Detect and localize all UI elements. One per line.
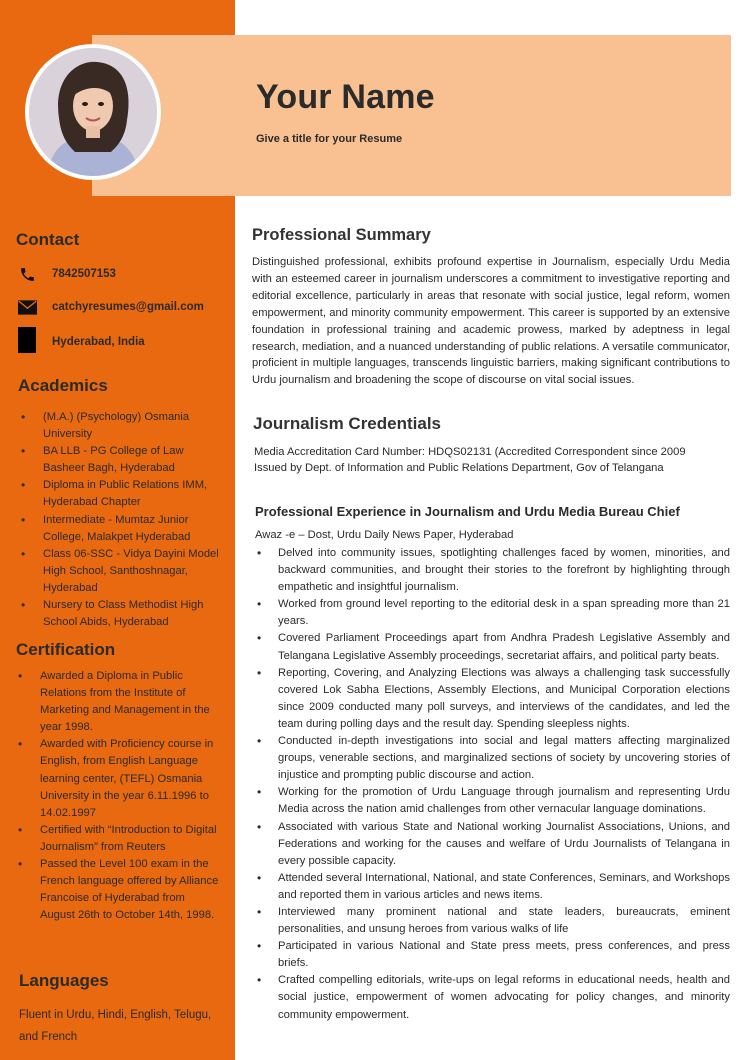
profile-photo: [25, 44, 161, 180]
contact-location: [16, 329, 145, 351]
summary-text: Distinguished professional, exhibits profound expertise in Journalism, especially Urdu Media with an esteemed career in journalism underscores a commitment to investigative reporting and editorial excellence, particularly in areas that resonate with social justice, legal reform, women empowerment, and minority community empowerment. This career is supported by an extensive foundation in professional training and academic prowess, marked by adeptness in legal research, mediation, and a nuanced understanding of public relations. A versatile communicator, proficient in multiple languages, transcends linguistic barriers, making significant contributions to Urdu journalism and broadening the scope of discourse on vital social issues.: [252, 256, 730, 387]
list-item: • Awarded a Diploma in Public Relations from the Institute of Marketing and Management in the year 1998.: [16, 668, 220, 736]
phone-number: 7842507153: [52, 268, 116, 280]
contact-phone: [16, 263, 116, 285]
list-item: • Interviewed many prominent national and state leaders, bureaucrats, eminent personalities, and unsung heroes from various walks of life: [255, 904, 730, 938]
location-icon: [16, 329, 38, 351]
list-item: • Intermediate - Mumtaz Junior College, Malakpet Hyderabad: [19, 512, 219, 546]
resume-name: Your Name: [256, 78, 435, 116]
list-item: • Conducted in-depth investigations into social and legal matters affecting marginalized groups, venerable sections, and marginalized sections of society by uncovering stories of injustice and prompting public discourse and action.: [255, 733, 730, 784]
list-item: • (M.A.) (Psychology) Osmania University: [19, 409, 219, 443]
list-item: • Passed the Level 100 exam in the French language offered by Alliance Francoise of Hyderabad from August 26th to October 14th, 1998.: [16, 856, 220, 924]
list-item: • Reporting, Covering, and Analyzing Elections was always a challenging task successfully covered Lok Sabha Elections, Assembly Elections, and Municipal Corporation elections since 2009 conducted many poll surveys, and interviews of the candidates, and led the team during polling days and the result day. Spending sleepless nights.: [255, 665, 730, 733]
phone-icon: [16, 263, 38, 285]
list-item: • Covered Parliament Proceedings apart from Andhra Pradesh Legislative Assembly and Telangana Legislative Assembly proceedings, secretariat affairs, and political party beats.: [255, 630, 730, 664]
credentials-heading: Journalism Credentials: [253, 414, 442, 433]
contact-heading: Contact: [16, 230, 80, 249]
contact-email: [16, 296, 204, 318]
resume-subtitle: Give a title for your Resume: [256, 133, 403, 145]
certification-heading: Certification: [16, 640, 116, 659]
academics-heading: Academics: [18, 376, 108, 395]
email-address[interactable]: catchyresumes@gmail.com: [52, 301, 204, 313]
avatar: [29, 48, 157, 176]
credentials-line: Issued by Dept. of Information and Public Relations Department, Gov of Telangana: [254, 461, 664, 474]
experience-subheading: Awaz -e – Dost, Urdu Daily News Paper, Hyderabad: [255, 529, 514, 541]
list-item: • Attended several International, National, and state Conferences, Seminars, and Workshops and reported them in various articles and news items.: [255, 870, 730, 904]
location-text: Hyderabad, India: [52, 336, 145, 348]
languages-text: Fluent in Urdu, Hindi, English, Telugu, and French: [19, 1009, 212, 1043]
academics-list: [19, 409, 219, 631]
credentials-line: Media Accreditation Card Number: HDQS02131 (Accredited Correspondent since 2009: [254, 446, 686, 458]
mail-icon: [16, 296, 38, 318]
experience-list: [255, 545, 730, 1024]
summary-heading: Professional Summary: [252, 226, 431, 244]
list-item: • Crafted compelling editorials, write-ups on legal reforms in educational needs, health and social justice, empowerment of women advocating for policy changes, and minority community empowerment.: [255, 972, 730, 1023]
list-item: • Worked from ground level reporting to the editorial desk in a span spreading more than 21 years.: [255, 596, 730, 630]
avatar-portrait: [29, 48, 157, 176]
list-item: • Awarded with Proficiency course in English, from English Language learning center, (TEFL) Osmania University in the year 6.11.1996 to 14.02.1997: [16, 736, 220, 821]
experience-heading: Professional Experience in Journalism and Urdu Media Bureau Chief: [255, 504, 680, 519]
list-item: • BA LLB - PG College of Law Basheer Bagh, Hyderabad: [19, 443, 219, 477]
languages-heading: Languages: [19, 971, 109, 990]
list-item: • Associated with various State and National working Journalist Associations, Unions, and Federations and working for the causes and welfare of Urdu Journalists of Telangana in every possible capacity.: [255, 819, 730, 870]
list-item: • Nursery to Class Methodist High School Abids, Hyderabad: [19, 597, 219, 631]
list-item: • Class 06-SSC - Vidya Dayini Model High School, Santhoshnagar, Hyderabad: [19, 546, 219, 597]
list-item: • Certified with “Introduction to Digital Journalism” from Reuters: [16, 822, 220, 856]
list-item: • Delved into community issues, spotlighting challenges faced by women, minorities, and backward communities, and brought their stories to the forefront by highlighting through empathetic and insightful journalism.: [255, 545, 730, 596]
list-item: • Working for the promotion of Urdu Language through journalism and representing Urdu Media across the nation amid challenges from other vernacular language dominations.: [255, 784, 730, 818]
list-item: • Diploma in Public Relations IMM, Hyderabad Chapter: [19, 477, 219, 511]
certification-list: [16, 668, 220, 924]
list-item: • Participated in various National and State press meets, press conferences, and press briefs.: [255, 938, 730, 972]
credentials-text: [254, 445, 730, 476]
